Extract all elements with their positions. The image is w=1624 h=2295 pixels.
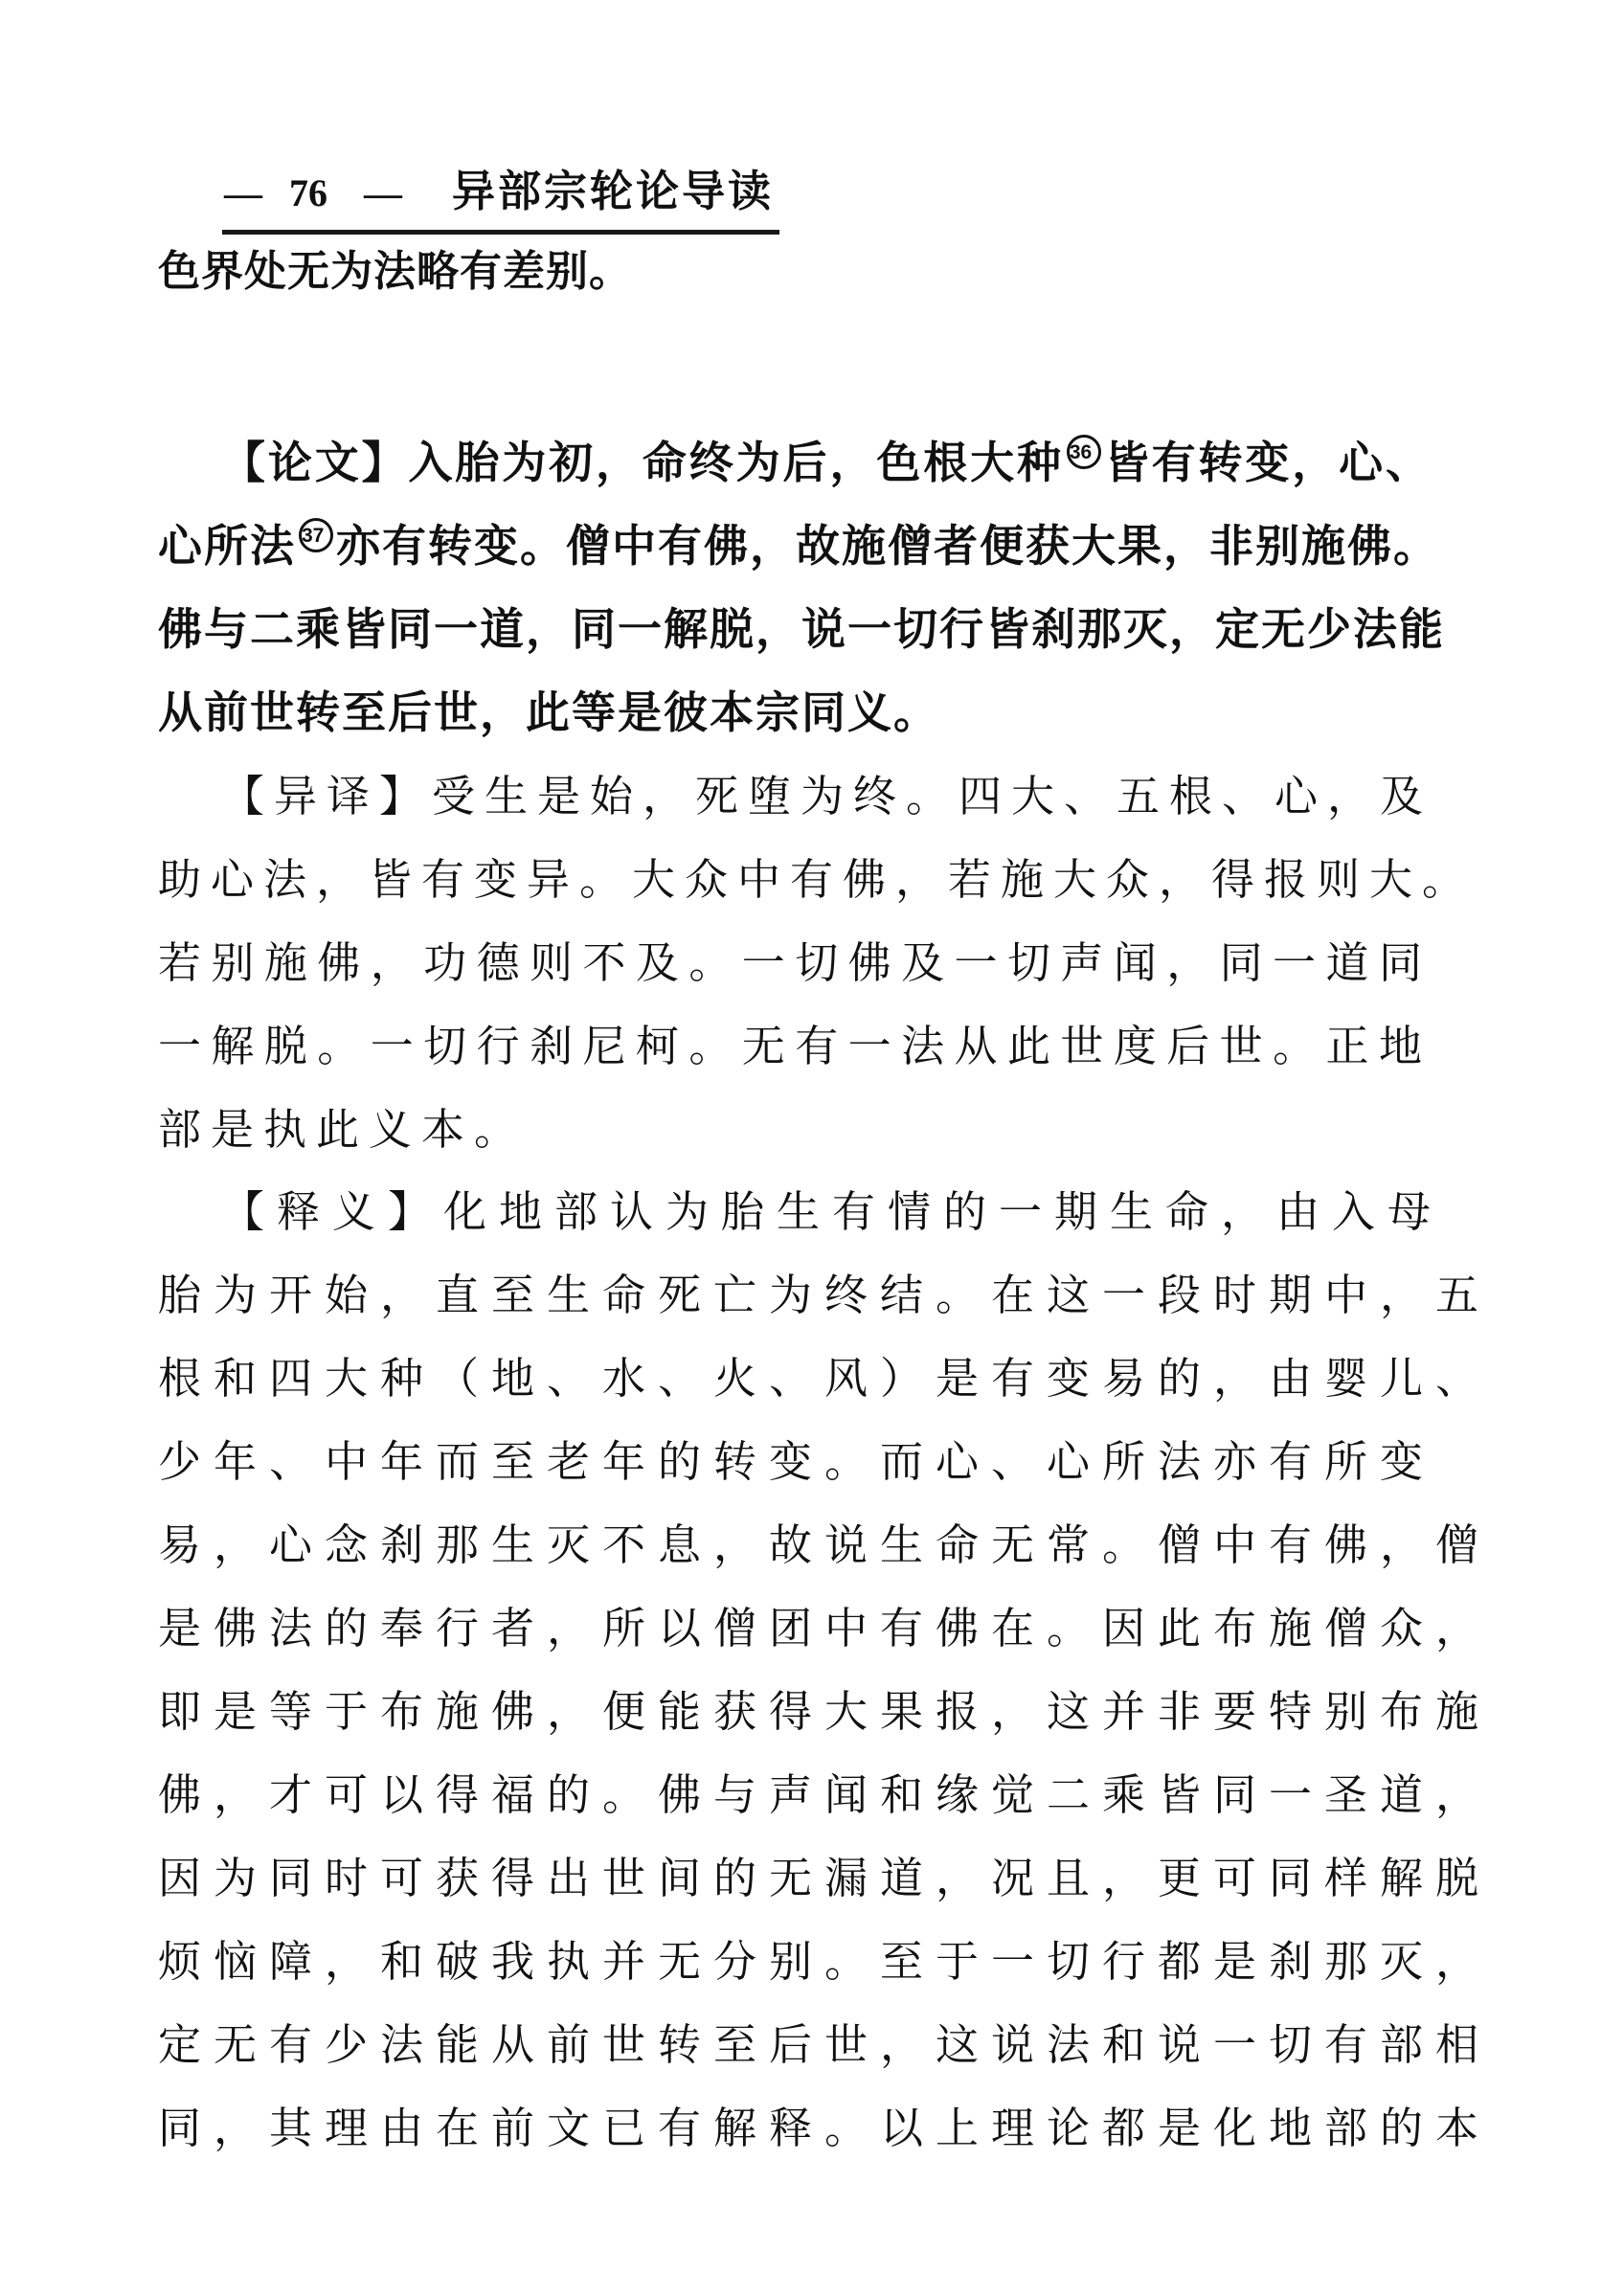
text-line <box>158 505 1439 588</box>
text-line: 是佛法的奉行者，所以僧团中有佛在。因此布施僧众， <box>158 1605 1492 1653</box>
paragraph-yiyi <box>158 754 1476 1171</box>
text-line <box>158 421 1432 505</box>
text-line: 同，其理由在前文已有解释。以上理论都是化地部的本 <box>158 2104 1492 2152</box>
paragraph-lunwen <box>158 421 1445 754</box>
header-dash-left: — <box>224 171 262 214</box>
text-line: 烦恼障，和破我执并无分别。至于一切行都是刹那灭， <box>158 1938 1492 1986</box>
text-line: 一解脱。一切行刹尼柯。无有一法从此世度后世。正地 <box>158 1021 1432 1071</box>
text-line: 根和四大种（地、水、火、风）是有变易的，由婴儿、 <box>158 1355 1492 1403</box>
book-title: 异部宗轮论导读 <box>452 167 775 215</box>
page-body <box>158 230 1492 2171</box>
text-segment: 【论文】入胎为初，命终为后，色根大种 <box>221 438 1064 487</box>
text-line: 【释义】化地部认为胎生有情的一期生命，由入母 <box>221 1188 1444 1236</box>
paragraph-shiyi <box>158 1171 1492 2171</box>
text-line: 定无有少法能从前世转至后世，这说法和说一切有部相 <box>158 2021 1492 2069</box>
text-line: 助心法，皆有变异。大众中有佛，若施大众，得报则大。 <box>158 854 1476 905</box>
text-line: 胎为开始，直至生命死亡为终结。在这一段时期中，五 <box>158 1271 1492 1319</box>
text-line: 若别施佛，功德则不及。一切佛及一切声闻，同一道同 <box>158 937 1432 988</box>
text-line: 【异译】受生是始，死堕为终。四大、五根、心，及 <box>221 771 1433 821</box>
text-line: 即是等于布施佛，便能获得大果报，这并非要特别布施 <box>158 1688 1492 1736</box>
text-line: 部是执此义本。 <box>158 1104 528 1155</box>
text-segment: 皆有转变，心、 <box>1103 438 1432 487</box>
text-line: 佛，才可以得福的。佛与声闻和缘觉二乘皆同一圣道， <box>158 1771 1492 1819</box>
paragraph-continuation <box>158 230 1432 313</box>
text-line: 少年、中年而至老年的转变。而心、心所法亦有所变 <box>158 1438 1436 1486</box>
text-line: 易，心念刹那生灭不息，故说生命无常。僧中有佛，僧 <box>158 1521 1492 1569</box>
page-number: 76 <box>289 171 327 214</box>
text-line: 色界处无为法略有差别。 <box>158 248 632 295</box>
text-segment: 亦有转变。僧中有佛，故施僧者便获大果，非别施佛。 <box>336 521 1439 571</box>
header-dash-right: — <box>364 171 402 214</box>
page-header <box>222 156 779 235</box>
footnote-ref-37: 37 <box>299 518 333 552</box>
text-line: 因为同时可获得出世间的无漏道，况且，更可同样解脱 <box>158 1855 1492 1902</box>
text-segment: 心所法 <box>158 521 296 571</box>
footnote-ref-36: 36 <box>1067 435 1101 469</box>
text-line: 佛与二乘皆同一道，同一解脱，说一切行皆刹那灭，定无少法能 <box>158 604 1445 654</box>
text-line: 从前世转至后世，此等是彼本宗同义。 <box>158 687 939 737</box>
